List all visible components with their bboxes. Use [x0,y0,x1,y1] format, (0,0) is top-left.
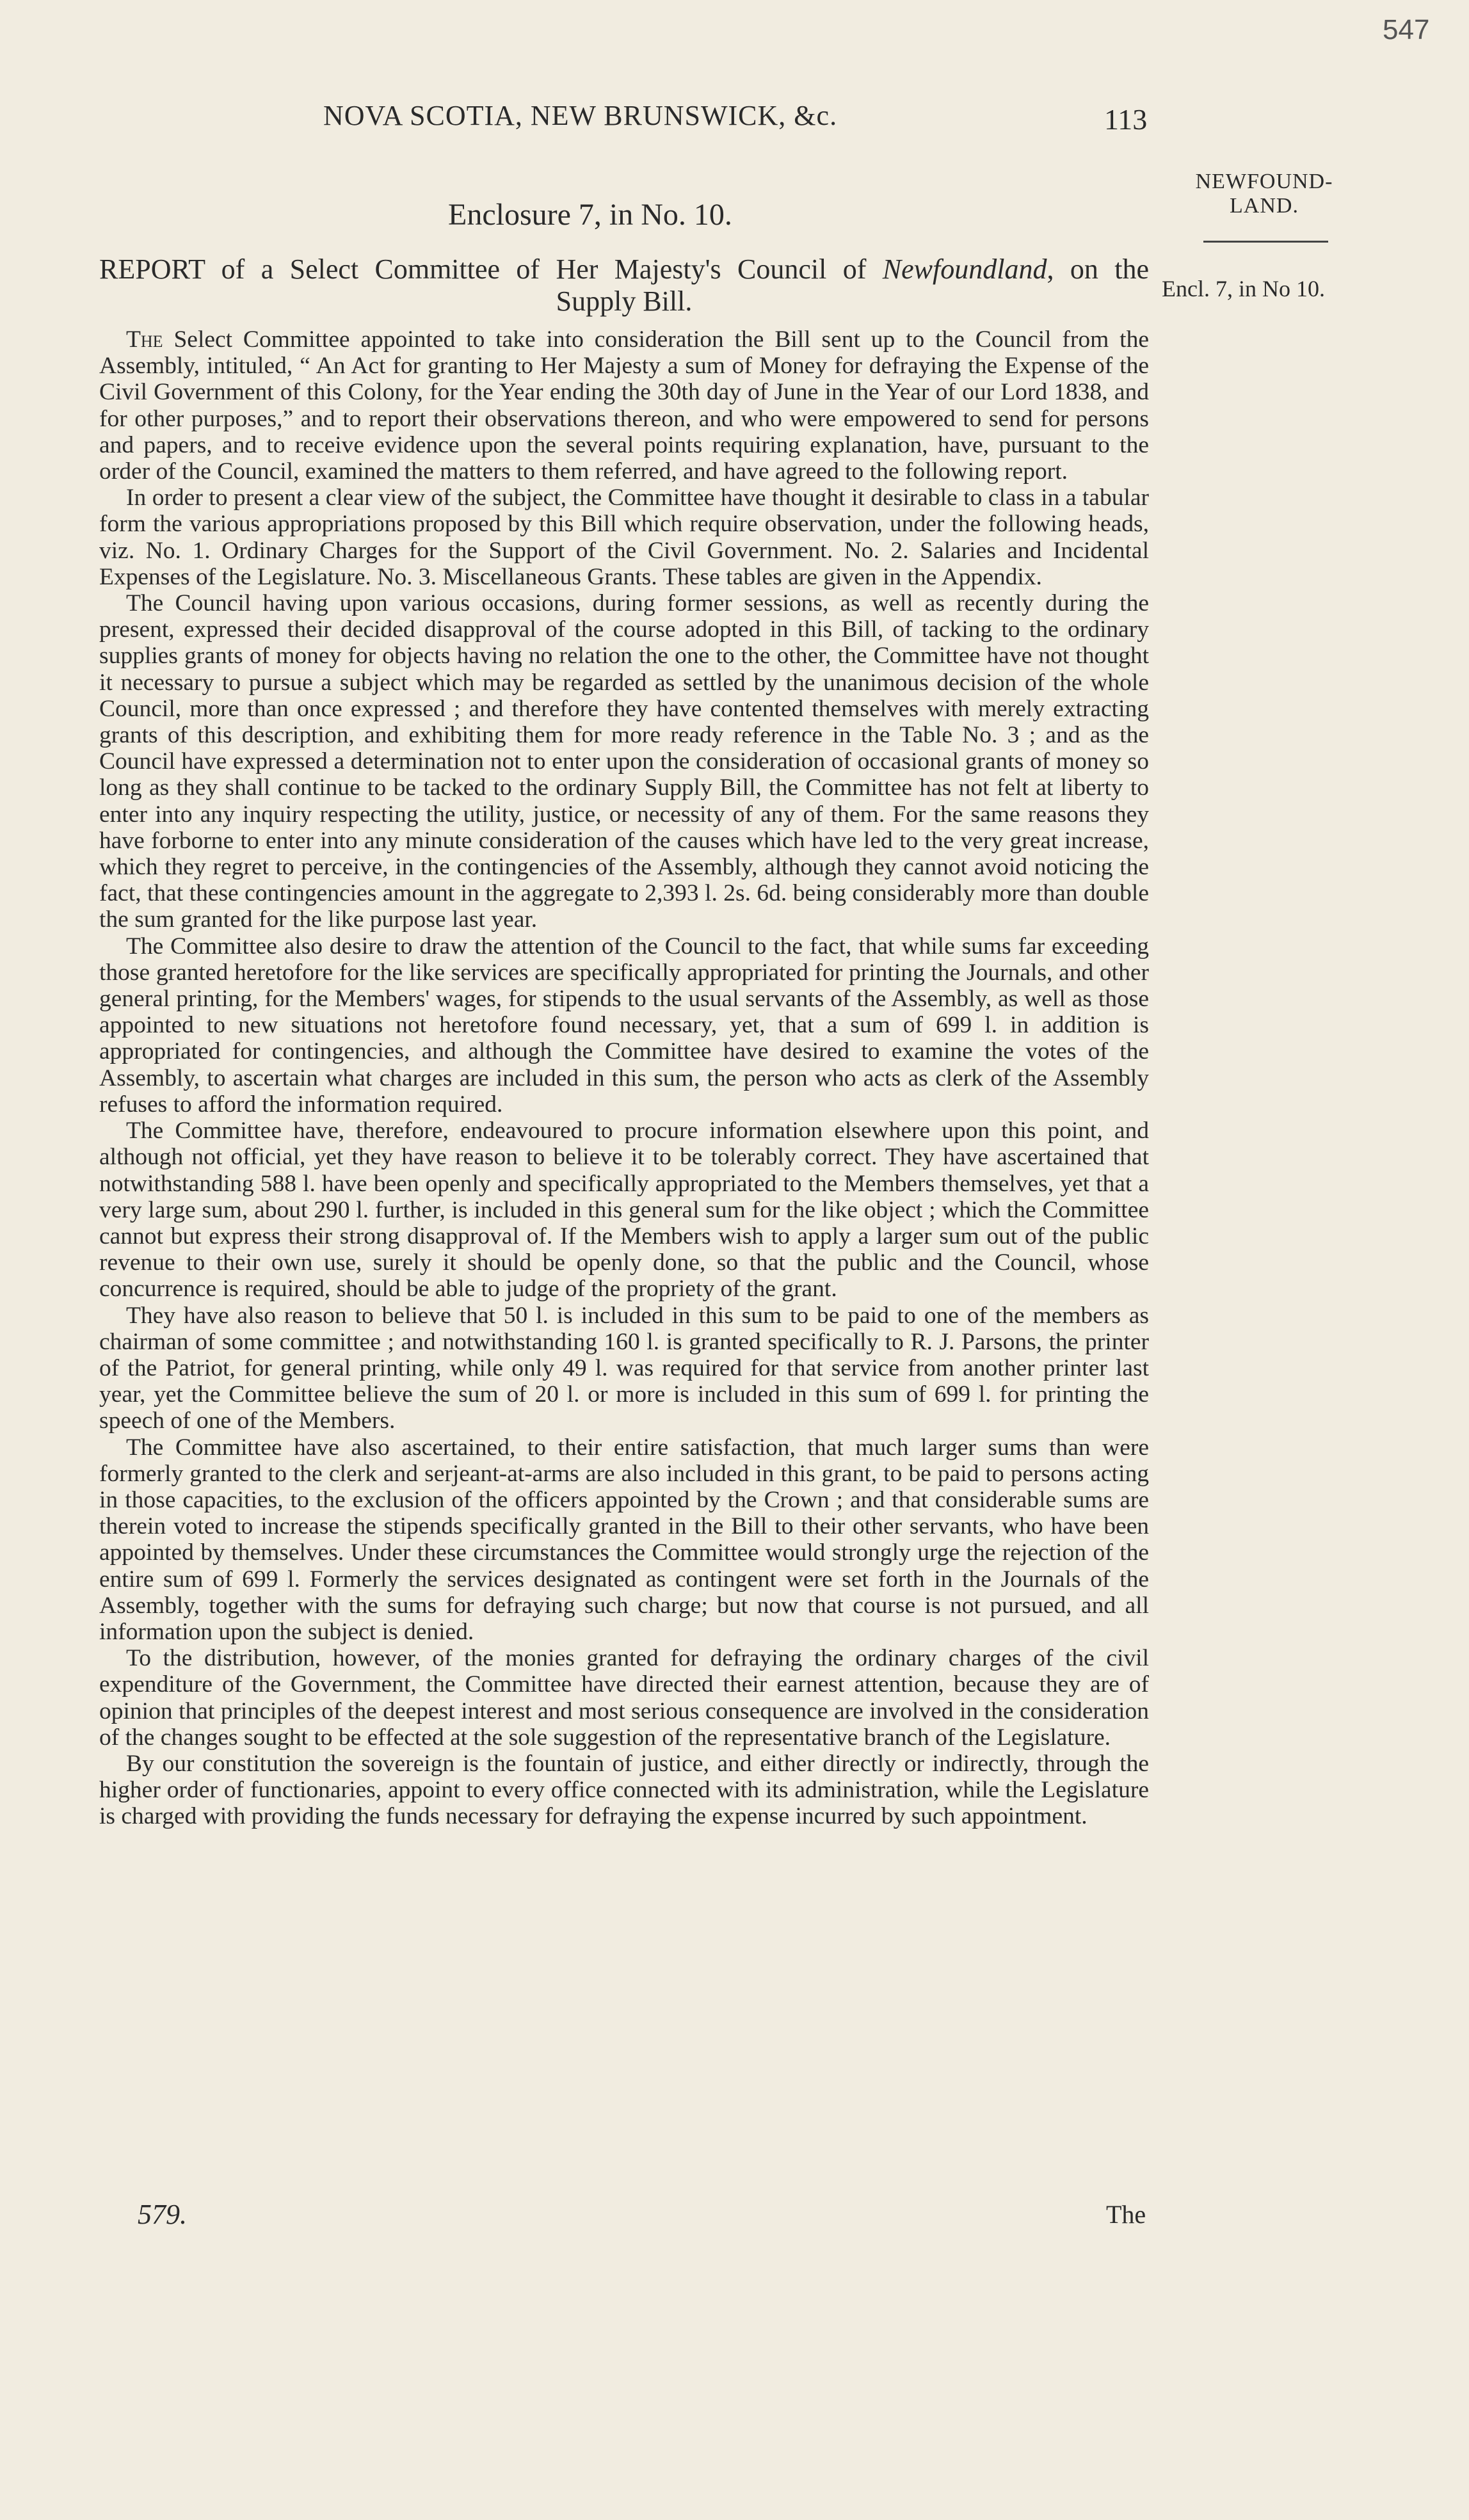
paragraph: The Council having upon various occasions, during former sessions, as well as recently during the present, expressed their decided disapproval of the course adopted in this Bill, of tacking to the ordinary supplies grants of money for objects having no relation the one to the other, the Committee have not thought it necessary to pursue a subject which may be regarded as settled by the unanimous decision of the whole Council, more than once expressed ; and therefore they have contented themselves with merely extracting grants of this description, and exhibiting them for more ready reference in the Table No. 3 ; and as the Council have expressed a determination not to enter upon the consideration of occasional grants of money so long as they shall continue to be tacked to the ordinary Supply Bill, the Committee has not felt at liberty to enter into any inquiry respecting the utility, justice, or necessity of any of them. For the same reasons they have forborne to enter into any minute consideration of the causes which have led to the very great increase, which they regret to perceive, in the contingencies of the Assembly, although they cannot avoid noticing the fact, that these contingencies amount in the aggregate to 2,393 l. 2s. 6d. being considerably more than double the sum granted for the like purpose last year. [99,590,1149,933]
paragraph: To the distribution, however, of the monies granted for defraying the ordinary charges of the civil expenditure of the Government, the Committee have directed their earnest attention, because they are of opinion that principles of the deepest interest and most serious consequence are involved in the consideration of the changes sought to be effected at the sole suggestion of the representative branch of the Legislature. [99,1645,1149,1751]
paragraph: In order to present a clear view of the subject, the Committee have thought it desirable to class in a tabular form the various appropriations proposed by this Bill which require observation, under the following heads, viz. No. 1. Ordinary Charges for the Support of the Civil Government. No. 2. Salaries and Incidental Expenses of the Legislature. No. 3. Miscellaneous Grants. These tables are given in the Appendix. [99,485,1149,590]
margin-rule [1203,241,1328,243]
margin-region-label [1178,170,1351,218]
page-number: 547 [1383,14,1430,45]
paragraph: The Committee have also ascertained, to their entire satisfaction, that much larger sums than were formerly granted to the clerk and serjeant-at-arms are also included in this grant, to be paid to persons acting in those capacities, to the exclusion of the officers appointed by the Crown ; and that considerable sums are therein voted to increase the stipends specifically granted in the Bill to their other servants, who have been appointed by themselves. Under these circumstances the Committee would strongly urge the rejection of the entire sum of 699 l. Formerly the services designated as contingent were set forth in the Journals of the Assembly, together with the sums for defraying such charge; but now that course is not pursued, and all information upon the subject is denied. [99,1434,1149,1645]
report-title-line1 [99,253,1149,285]
report-title-prefix: REPORT of a Select Committee of Her Majesty's Council of [99,253,883,285]
paragraph: The Committee have, therefore, endeavoured to procure information elsewhere upon this point, and although not official, yet they have reason to believe it to be tolerably correct. They have ascertained that notwithstanding 588 l. have been openly and specifically appropriated to the Members themselves, yet that a very large sum, about 290 l. further, is included in this general sum for the like object ; which the Committee cannot but express their strong disapproval of. If the Members wish to apply a larger sum out of the public revenue to their own use, surely it should be openly done, so that the public and the Council, whose concurrence is required, should be able to judge of the propriety of the grant. [99,1118,1149,1303]
report-title-line2: Supply Bill. [556,285,693,317]
report-title-place: Newfoundland [882,253,1047,285]
paragraph-text: Select Committee appointed to take into consideration the Bill sent up to the Council from the Assembly, intituled, “ An Act for granting to Her Majesty a sum of Money for defraying the Expense of the Civil Government of this Colony, for the Year ending the 30th day of June in the Year of our Lord 1838, and for other purposes,” and to report their observations thereon, and who were empowered to send for persons and papers, and to receive evidence upon the several points requiring explanation, have, pursuant to the order of the Council, examined the matters to them referred, and have agreed to the following report. [99,326,1149,485]
folio-number: 113 [1104,103,1148,136]
paragraph: By our constitution the sovereign is the fountain of justice, and either directly or indirectly, through the higher order of functionaries, appoint to every office connected with its administration, while the Legislature is charged with providing the funds necessary for defraying the expense incurred by such appointment. [99,1750,1149,1830]
enclosure-heading: Enclosure 7, in No. 10. [448,198,732,232]
report-title-suffix: , on the [1047,253,1149,285]
signature-number: 579. [138,2199,187,2230]
body-text [99,326,1149,1830]
paragraph: The Committee also desire to draw the attention of the Council to the fact, that while sums far exceeding those granted heretofore for the like services are specifically appropriated for printing the Journals, and other general printing, for the Members' wages, for stipends to the usual servants of the Assembly, as well as those appointed to new situations not heretofore found necessary, yet, that a sum of 699 l. in addition is appropriated for contingencies, and although the Committee have desired to examine the votes of the Assembly, to ascertain what charges are included in this sum, the person who acts as clerk of the Assembly refuses to afford the information required. [99,933,1149,1118]
paragraph-lead-word: The [126,326,163,353]
margin-region-line2: LAND. [1230,194,1299,218]
paragraph: They have also reason to believe that 50 l. is included in this sum to be paid to one of the members as chairman of some committee ; and notwithstanding 160 l. is granted specifically to R. J. Parsons, the printer of the Patriot, for general printing, while only 49 l. was required for that service from another printer last year, yet the Committee believe the sum of 20 l. or more is included in this sum of 699 l. for printing the speech of one of the Members. [99,1302,1149,1434]
paragraph [99,326,1149,485]
catchword: The [1106,2200,1146,2229]
margin-enclosure-ref: Encl. 7, in No 10. [1162,276,1325,301]
report-title [99,253,1149,317]
margin-region-line1: NEWFOUND- [1195,170,1333,193]
running-head: NOVA SCOTIA, NEW BRUNSWICK, &c. [323,100,838,131]
